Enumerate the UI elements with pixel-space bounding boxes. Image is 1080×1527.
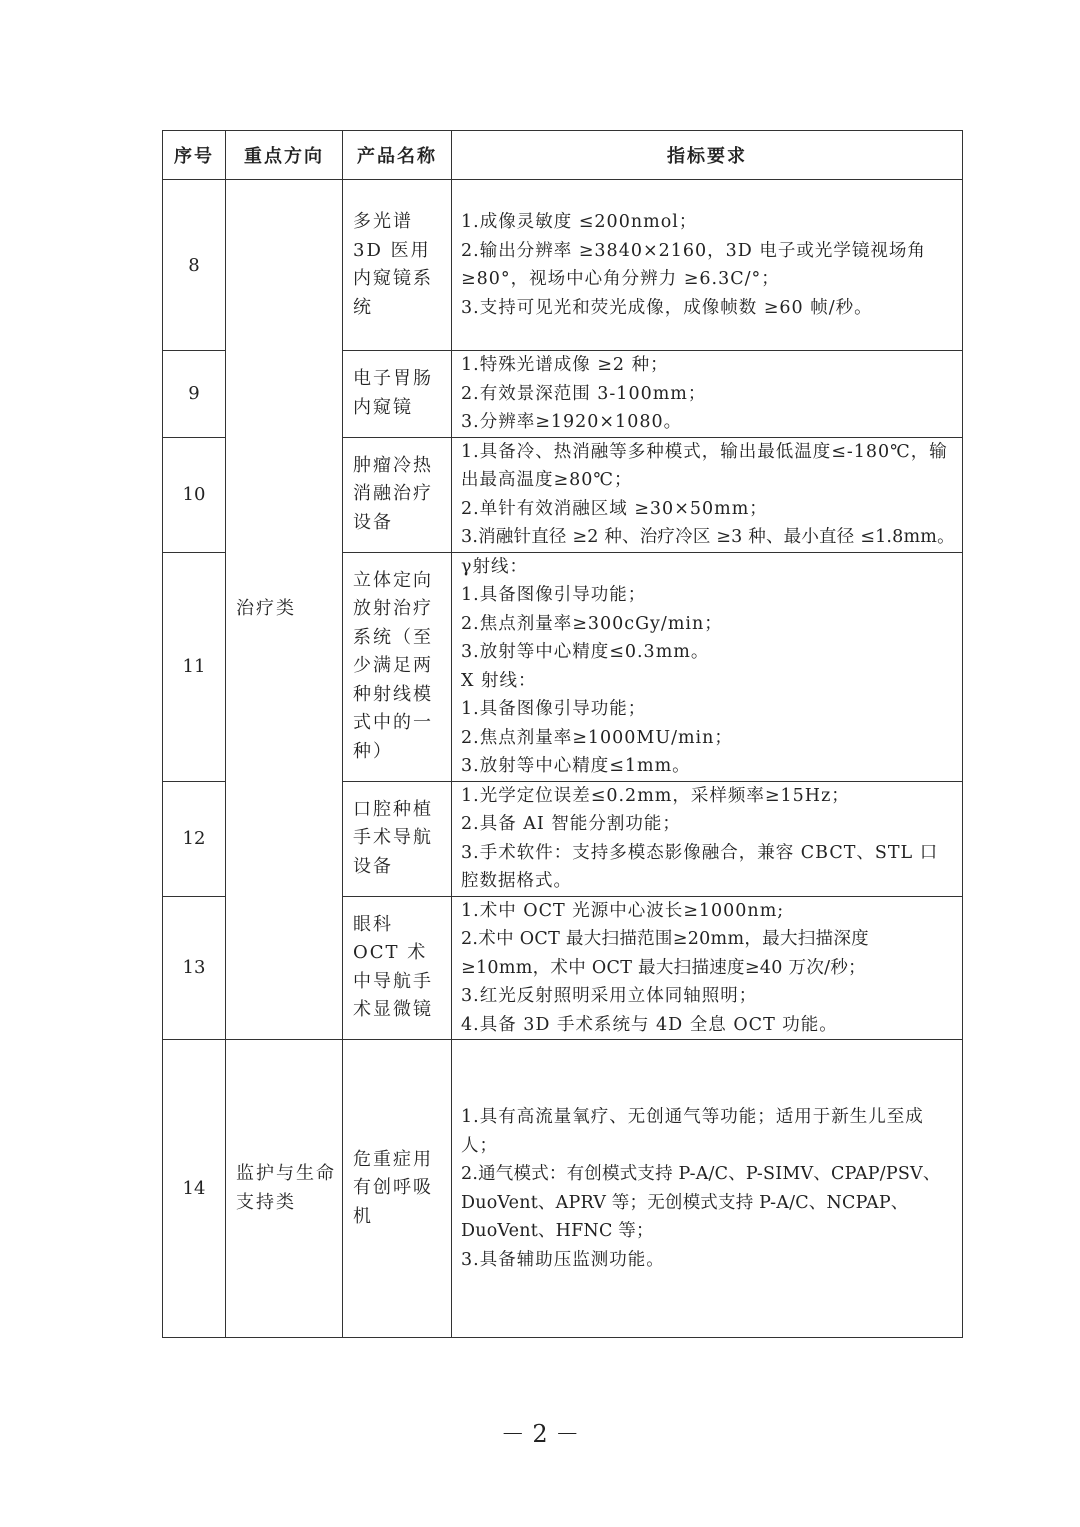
requirement-line: 1.光学定位误差≤0.2mm，采样频率≥15Hz； [461, 785, 850, 806]
requirement-line: 1.特殊光谱成像 ≥2 种； [461, 355, 669, 375]
requirement-line: 3.手术软件：支持多模态影像融合，兼容 CBCT、STL 口腔数据格式。 [461, 842, 939, 891]
requirements-cell [452, 351, 963, 438]
requirement-line: 2.具备 AI 智能分割功能； [461, 814, 681, 834]
requirements-cell [452, 437, 963, 552]
header-direction: 重点方向 [226, 131, 343, 180]
requirement-line: 1.术中 OCT 光源中心波长≥1000nm; [461, 900, 785, 921]
table-row [163, 180, 963, 351]
requirement-line: 3.支持可见光和荧光成像，成像帧数 ≥60 帧/秒。 [461, 297, 873, 318]
requirement-line: 2.焦点剂量率≥300cGy/min； [461, 613, 723, 634]
requirement-line: 2.有效景深范围 3-100mm； [461, 383, 707, 404]
requirement-line: 3.消融针直径 ≥2 种、治疗冷区 ≥3 种、最小直径 ≤1.8mm。 [461, 527, 955, 547]
row-seq: 10 [163, 437, 226, 552]
header-requirements: 指标要求 [452, 131, 963, 180]
product-name: 肿瘤冷热消融治疗设备 [343, 437, 452, 552]
requirement-line: 2.焦点剂量率≥1000MU/min； [461, 727, 733, 748]
product-name: 电子胃肠内窥镜 [343, 351, 452, 438]
requirement-line: 1.具备图像引导功能； [461, 585, 647, 605]
header-seq: 序号 [163, 131, 226, 180]
row-seq: 12 [163, 781, 226, 896]
requirements-cell [452, 896, 963, 1040]
requirement-line: 3.红光反射照明采用立体同轴照明； [461, 986, 758, 1006]
requirement-line: 2.单针有效消融区域 ≥30×50mm； [461, 498, 768, 519]
group-label-treatment: 治疗类 [226, 180, 343, 1040]
row-seq: 8 [163, 180, 226, 351]
requirement-line: X 射线： [461, 670, 537, 691]
row-seq: 13 [163, 896, 226, 1040]
requirement-line: 1.具备冷、热消融等多种模式，输出最低温度≤-180℃，输出最高温度≥80℃； [461, 441, 948, 490]
row-seq: 11 [163, 552, 226, 781]
requirement-line: 2.输出分辨率 ≥3840×2160，3D 电子或光学镜视场角≥80°，视场中心角分辨力 ≥6.3C/°； [461, 240, 926, 289]
requirement-line: 1.具有高流量氧疗、无创通气等功能；适用于新生儿至成人； [461, 1107, 924, 1156]
page-number: － 2 － [500, 1420, 580, 1448]
requirement-line: 2.通气模式：有创模式支持 P-A/C、P-SIMV、CPAP/PSV、DuoVent、APRV 等；无创模式支持 P-A/C、NCPAP、DuoVent、HFNC 等； [461, 1164, 941, 1241]
requirements-cell [452, 552, 963, 781]
requirement-line: 3.放射等中心精度≤0.3mm。 [461, 642, 710, 662]
requirement-line: 1.具备图像引导功能； [461, 699, 647, 719]
requirements-cell [452, 781, 963, 896]
requirement-line: 4.具备 3D 手术系统与 4D 全息 OCT 功能。 [461, 1014, 838, 1035]
requirement-line: 3.具备辅助压监测功能。 [461, 1249, 665, 1270]
header-product: 产品名称 [343, 131, 452, 180]
product-name: 立体定向放射治疗系统（至少满足两种射线模式中的一种） [343, 552, 452, 781]
requirement-line: 2.术中 OCT 最大扫描范围≥20mm，最大扫描深度≥10mm，术中 OCT 最大扫描速度≥40 万次/秒； [461, 929, 869, 978]
product-name: 多光谱 3D 医用内窥镜系统 [343, 180, 452, 351]
row-seq: 14 [163, 1040, 226, 1338]
table-header-row [163, 131, 963, 180]
requirement-line: γ射线： [461, 556, 528, 577]
row-seq: 9 [163, 351, 226, 438]
product-name: 口腔种植手术导航设备 [343, 781, 452, 896]
product-name: 眼科 OCT 术中导航手术显微镜 [343, 896, 452, 1040]
table-row [163, 1040, 963, 1338]
product-name: 危重症用有创呼吸机 [343, 1040, 452, 1338]
requirement-line: 3.放射等中心精度≤1mm。 [461, 756, 691, 776]
requirements-cell [452, 180, 963, 351]
requirement-line: 1.成像灵敏度 ≤200nmol； [461, 212, 698, 232]
group-label-monitoring: 监护与生命支持类 [226, 1040, 343, 1338]
requirements-cell [452, 1040, 963, 1338]
spec-table [162, 130, 963, 1338]
requirement-line: 3.分辨率≥1920×1080。 [461, 412, 683, 432]
